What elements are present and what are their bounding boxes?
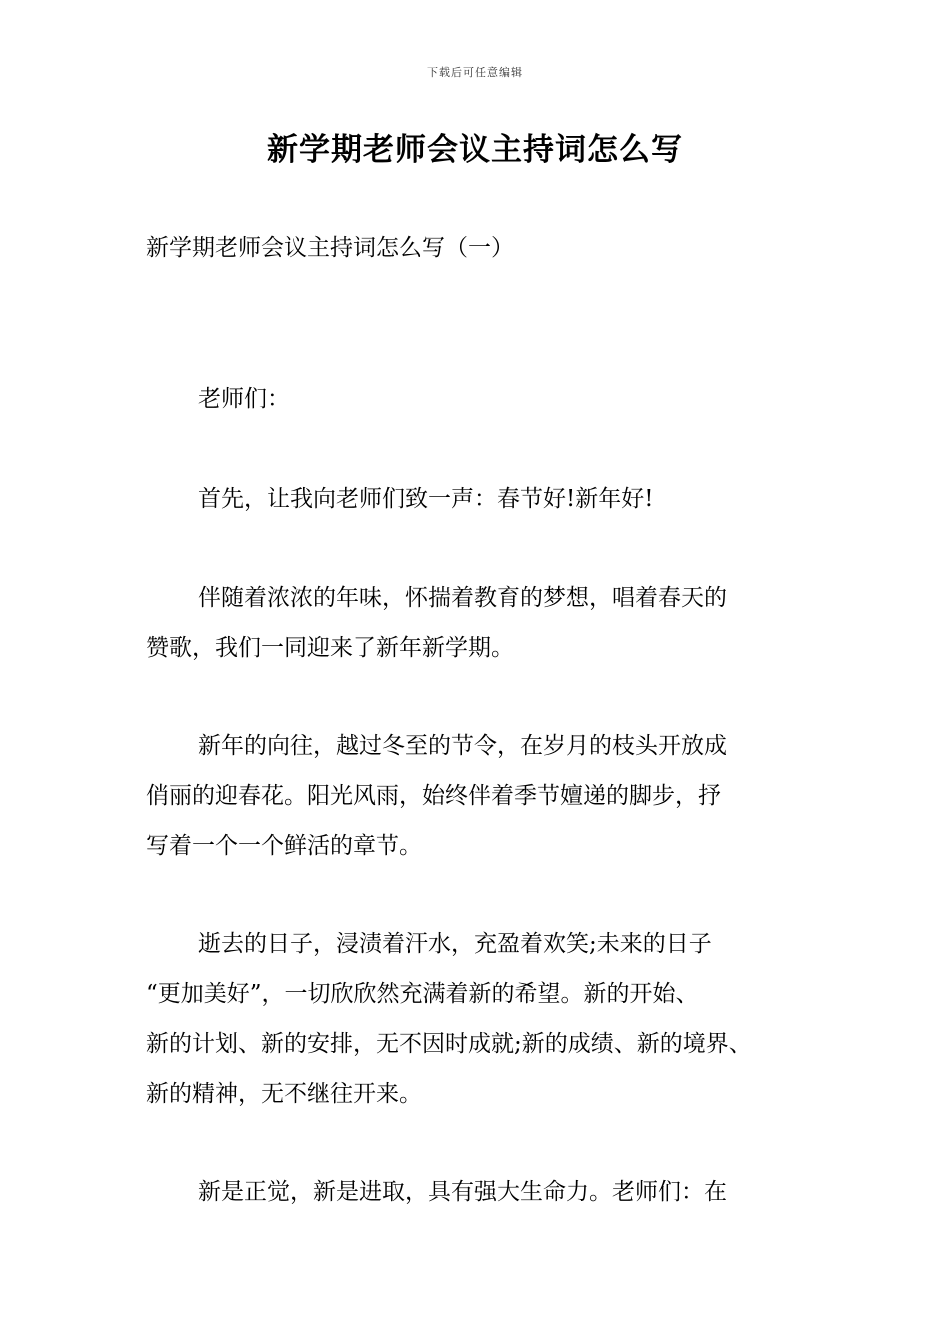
paragraph-line: 逝去的日子，浸渍着汗水，充盈着欢笑;未来的日子	[198, 931, 712, 957]
paragraph-line: 首先，让我向老师们致一声：春节好!新年好!	[198, 486, 654, 512]
paragraph-line: 新年的向往，越过冬至的节令，在岁月的枝头开放成	[198, 733, 727, 759]
document-title: 新学期老师会议主持词怎么写	[267, 132, 683, 168]
paragraph-line: 俏丽的迎春花。阳光风雨，始终伴着季节嬗递的脚步，抒	[146, 783, 721, 809]
paragraph-line: 赞歌，我们一同迎来了新年新学期。	[146, 635, 514, 661]
paragraph-line: 新的精神，无不继往开来。	[146, 1081, 422, 1107]
section-heading: 新学期老师会议主持词怎么写（一）	[146, 235, 514, 261]
page-header-note: 下载后可任意编辑	[427, 66, 523, 79]
paragraph-new-year-longing	[146, 721, 836, 871]
paragraph-new-year-wishes	[146, 474, 836, 524]
paragraph-line: 老师们：	[198, 386, 290, 412]
paragraph-line: 写着一个一个鲜活的章节。	[146, 833, 422, 859]
paragraph-line: 伴随着浓浓的年味，怀揣着教育的梦想，唱着春天的	[198, 585, 727, 611]
paragraph-past-and-future	[146, 919, 836, 1119]
paragraph-greeting	[146, 374, 836, 424]
paragraph-line: 新的计划、新的安排，无不因时成就;新的成绩、新的境界、	[146, 1031, 752, 1057]
paragraph-line: 新是正觉，新是进取，具有强大生命力。老师们：在	[198, 1179, 727, 1205]
paragraph-new-is-progress	[146, 1167, 836, 1217]
paragraph-new-semester	[146, 573, 836, 673]
paragraph-line: “更加美好”，一切欣欣然充满着新的希望。新的开始、	[146, 981, 699, 1007]
